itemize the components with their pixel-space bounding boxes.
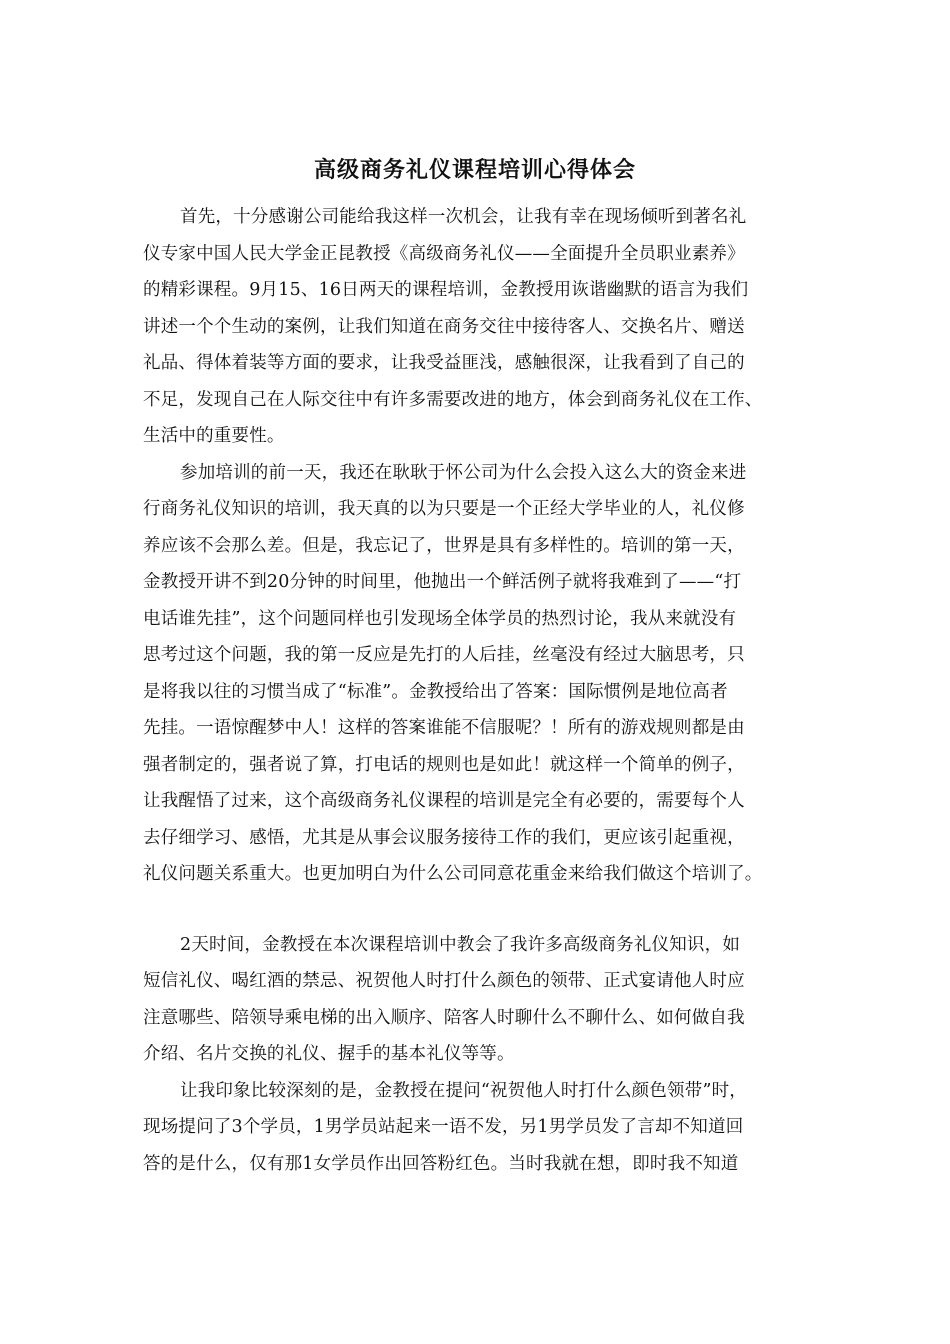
- text-line: 仪专家中国人民大学金正昆教授《高级商务礼仪——全面提升全员职业素养》: [143, 243, 745, 264]
- text-line: 生活中的重要性。: [143, 426, 285, 446]
- paragraph-2: [143, 455, 823, 893]
- text-line: 参加培训的前一天，我还在耿耿于怀公司为什么会投入这么大的资金来进: [180, 462, 747, 483]
- text-line: 首先，十分感谢公司能给我这样一次机会，让我有幸在现场倾听到著名礼: [180, 207, 747, 227]
- paragraph-gap: [143, 893, 823, 927]
- text-line: 不足，发现自己在人际交往中有许多需要改进的地方，体会到商务礼仪在工作、: [143, 389, 763, 410]
- text-line: 讲述一个个生动的案例，让我们知道在商务交往中接待客人、交换名片、赠送: [143, 316, 745, 337]
- paragraph-1: [143, 199, 823, 455]
- text-line: 让我印象比较深刻的是，金教授在提问“祝贺他人时打什么颜色领带”时，: [180, 1080, 747, 1101]
- text-line: 先挂。一语惊醒梦中人！这样的答案谁能不信服呢？！所有的游戏规则都是由: [143, 718, 745, 738]
- text-line: 的精彩课程。9月15、16日两天的课程培训，金教授用诙谐幽默的语言为我们: [143, 280, 749, 300]
- text-line: 介绍、名片交换的礼仪、握手的基本礼仪等等。: [143, 1044, 515, 1064]
- paragraph-3: [143, 927, 823, 1073]
- text-line: 让我醒悟了过来，这个高级商务礼仪课程的培训是完全有必要的，需要每个人: [143, 791, 745, 811]
- text-line: 思考过这个问题，我的第一反应是先打的人后挂，丝毫没有经过大脑思考，只: [143, 645, 745, 665]
- text-line: 礼品、得体着装等方面的要求，让我受益匪浅，感触很深，让我看到了自己的: [143, 353, 745, 373]
- document-body: [143, 199, 823, 1182]
- text-line: 行商务礼仪知识的培训，我天真的以为只要是一个正经大学毕业的人，礼仪修: [143, 499, 745, 519]
- paragraph-4: [143, 1073, 823, 1183]
- text-line: 注意哪些、陪领导乘电梯的出入顺序、陪客人时聊什么不聊什么、如何做自我: [143, 1007, 745, 1028]
- text-line: 礼仪问题关系重大。也更加明白为什么公司同意花重金来给我们做这个培训了。: [143, 864, 763, 884]
- text-line: 是将我以往的习惯当成了“标准”。金教授给出了答案：国际惯例是地位高者: [143, 681, 728, 702]
- text-line: 现场提问了3个学员，1男学员站起来一语不发，另1男学员发了言却不知道回: [143, 1117, 744, 1137]
- text-line: 养应该不会那么差。但是，我忘记了，世界是具有多样性的。培训的第一天，: [143, 535, 745, 556]
- text-line: 强者制定的，强者说了算，打电话的规则也是如此！就这样一个简单的例子，: [143, 754, 745, 775]
- text-line: 答的是什么，仅有那1女学员作出回答粉红色。当时我就在想，即时我不知道: [143, 1153, 739, 1174]
- text-line: 金教授开讲不到20分钟的时间里，他抛出一个鲜活例子就将我难到了——“打: [143, 572, 742, 592]
- text-line: 去仔细学习、感悟，尤其是从事会议服务接待工作的我们，更应该引起重视，: [143, 827, 745, 848]
- text-line: 电话谁先挂”，这个问题同样也引发现场全体学员的热烈讨论，我从来就没有: [143, 608, 737, 629]
- text-line: 2天时间，金教授在本次课程培训中教会了我许多高级商务礼仪知识，如: [180, 934, 741, 955]
- text-line: 短信礼仪、喝红酒的禁忌、祝贺他人时打什么颜色的领带、正式宴请他人时应: [143, 971, 745, 991]
- document-title: 高级商务礼仪课程培训心得体会: [313, 157, 636, 183]
